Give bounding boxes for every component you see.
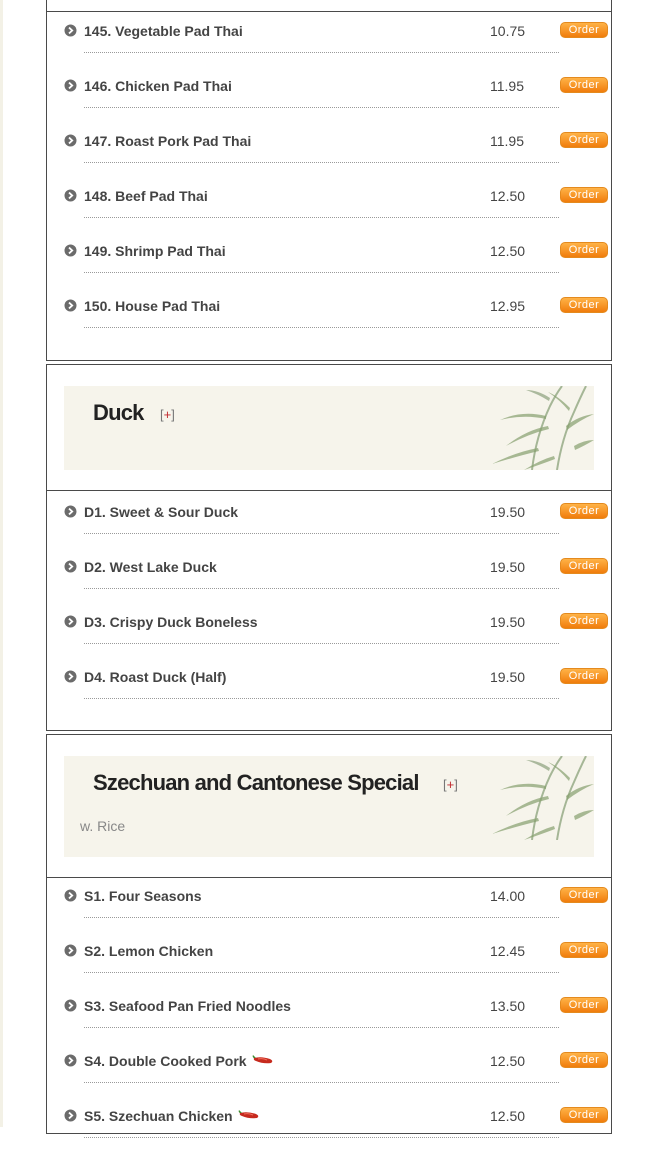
dotted-divider — [84, 972, 559, 973]
order-button[interactable]: Order — [560, 22, 608, 38]
order-button[interactable]: Order — [560, 1107, 608, 1123]
menu-item-price: 10.75 — [490, 23, 526, 39]
menu-item-row — [64, 233, 613, 288]
menu-item-name: 150. House Pad Thai — [84, 298, 221, 314]
dotted-divider — [84, 917, 559, 918]
bamboo-icon — [462, 756, 594, 840]
menu-item-price: 13.50 — [490, 998, 526, 1014]
menu-item-row — [64, 1098, 613, 1153]
circle-arrow-icon — [64, 560, 77, 573]
menu-item-row — [64, 659, 613, 714]
circle-arrow-icon — [64, 24, 77, 37]
menu-item-name: S1. Four Seasons — [84, 888, 202, 904]
menu-item-row — [64, 549, 613, 604]
order-button[interactable]: Order — [560, 942, 608, 958]
circle-arrow-icon — [64, 944, 77, 957]
circle-arrow-icon — [64, 889, 77, 902]
dotted-divider — [84, 217, 559, 218]
menu-item-price: 19.50 — [490, 614, 526, 630]
order-button[interactable]: Order — [560, 558, 608, 574]
dotted-divider — [84, 533, 559, 534]
circle-arrow-icon — [64, 79, 77, 92]
chili-pepper-icon — [251, 1053, 275, 1069]
menu-item-name: 147. Roast Pork Pad Thai — [84, 133, 252, 149]
dotted-divider — [84, 272, 559, 273]
section-divider — [47, 11, 611, 12]
dotted-divider — [84, 643, 559, 644]
menu-item-name: D1. Sweet & Sour Duck — [84, 504, 239, 520]
circle-arrow-icon — [64, 244, 77, 257]
order-button[interactable]: Order — [560, 503, 608, 519]
menu-item-name: D3. Crispy Duck Boneless — [84, 614, 258, 630]
order-button[interactable]: Order — [560, 887, 608, 903]
expand-toggle[interactable]: [+] — [160, 407, 175, 422]
circle-arrow-icon — [64, 999, 77, 1012]
order-button[interactable]: Order — [560, 668, 608, 684]
dotted-divider — [84, 1027, 559, 1028]
page-left-border — [0, 0, 3, 1127]
menu-item-price: 12.95 — [490, 298, 526, 314]
menu-item-price: 12.50 — [490, 1053, 526, 1069]
circle-arrow-icon — [64, 1109, 77, 1122]
order-button[interactable]: Order — [560, 242, 608, 258]
menu-item-name: S4. Double Cooked Pork — [84, 1053, 275, 1069]
section-subtitle: w. Rice — [80, 818, 126, 834]
menu-item-row — [64, 988, 613, 1043]
order-button[interactable]: Order — [560, 77, 608, 93]
menu-item-name: S3. Seafood Pan Fried Noodles — [84, 998, 291, 1014]
chili-pepper-icon — [237, 1108, 261, 1124]
dotted-divider — [84, 107, 559, 108]
expand-toggle[interactable]: [+] — [443, 777, 458, 792]
section-header — [64, 386, 594, 470]
menu-item-row — [64, 68, 613, 123]
menu-item-price: 14.00 — [490, 888, 526, 904]
menu-item-price: 12.50 — [490, 1108, 526, 1124]
menu-item-price: 12.50 — [490, 243, 526, 259]
dotted-divider — [84, 698, 559, 699]
menu-item-row — [64, 178, 613, 233]
circle-arrow-icon — [64, 670, 77, 683]
dotted-divider — [84, 588, 559, 589]
circle-arrow-icon — [64, 615, 77, 628]
menu-item-row — [64, 878, 613, 933]
order-button[interactable]: Order — [560, 613, 608, 629]
bamboo-icon — [462, 386, 594, 470]
dotted-divider — [84, 327, 559, 328]
order-button[interactable]: Order — [560, 1052, 608, 1068]
dotted-divider — [84, 1137, 559, 1138]
circle-arrow-icon — [64, 299, 77, 312]
menu-item-row — [64, 494, 613, 549]
order-button[interactable]: Order — [560, 297, 608, 313]
menu-item-row — [64, 123, 613, 178]
menu-item-price: 19.50 — [490, 504, 526, 520]
menu-item-row — [64, 933, 613, 988]
section-header — [64, 756, 594, 857]
menu-item-price: 11.95 — [490, 133, 524, 149]
circle-arrow-icon — [64, 134, 77, 147]
menu-section-szechuan — [46, 734, 612, 1134]
menu-item-price: 19.50 — [490, 559, 526, 575]
menu-item-price: 12.50 — [490, 188, 526, 204]
menu-item-row — [64, 288, 613, 343]
order-button[interactable]: Order — [560, 997, 608, 1013]
menu-item-row — [64, 604, 613, 659]
circle-arrow-icon — [64, 1054, 77, 1067]
dotted-divider — [84, 1082, 559, 1083]
menu-item-row — [64, 1043, 613, 1098]
menu-item-name: S5. Szechuan Chicken — [84, 1108, 261, 1124]
menu-section-duck — [46, 364, 612, 731]
dotted-divider — [84, 52, 559, 53]
section-divider — [47, 490, 611, 491]
menu-item-name: 145. Vegetable Pad Thai — [84, 23, 243, 39]
menu-item-name: D2. West Lake Duck — [84, 559, 217, 575]
menu-item-price: 19.50 — [490, 669, 526, 685]
section-title: Duck — [93, 400, 144, 425]
menu-item-name: 148. Beef Pad Thai — [84, 188, 208, 204]
order-button[interactable]: Order — [560, 132, 608, 148]
dotted-divider — [84, 162, 559, 163]
order-button[interactable]: Order — [560, 187, 608, 203]
menu-item-name: 149. Shrimp Pad Thai — [84, 243, 226, 259]
menu-item-price: 12.45 — [490, 943, 526, 959]
menu-item-row — [64, 13, 613, 68]
circle-arrow-icon — [64, 189, 77, 202]
section-title: Szechuan and Cantonese Special — [93, 770, 419, 795]
menu-item-price: 11.95 — [490, 78, 524, 94]
menu-section-pad-thai — [46, 0, 612, 361]
menu-item-name: 146. Chicken Pad Thai — [84, 78, 232, 94]
menu-item-name: D4. Roast Duck (Half) — [84, 669, 227, 685]
circle-arrow-icon — [64, 505, 77, 518]
menu-item-name: S2. Lemon Chicken — [84, 943, 214, 959]
